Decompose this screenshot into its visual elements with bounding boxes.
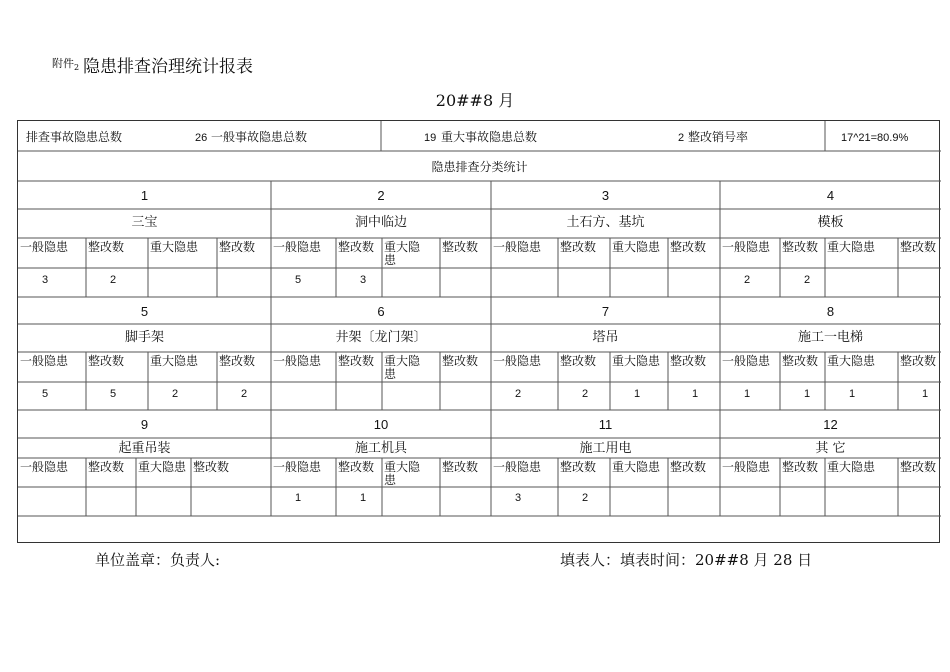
major-hazard-header: 重大隐患 bbox=[827, 460, 876, 474]
rectified-header: 整改数 bbox=[338, 354, 375, 368]
major-rectified-count: 1 bbox=[922, 388, 929, 400]
major-rectified-header: 整改数 bbox=[442, 354, 479, 368]
major-hazard-header: 重大隐患 bbox=[150, 240, 199, 254]
rectified-header: 整改数 bbox=[782, 354, 819, 368]
rectified-header: 整改数 bbox=[782, 240, 819, 254]
rectified-header: 整改数 bbox=[338, 460, 375, 474]
rectified-count: 1 bbox=[804, 388, 811, 400]
category-name: 井架〔龙门架〕 bbox=[335, 330, 427, 345]
section-title: 隐患排查分类统计 bbox=[431, 160, 528, 174]
major-hazard-header: 重大隐患 bbox=[384, 240, 421, 267]
general-hazard-header: 一般隐患 bbox=[20, 354, 69, 368]
document-title: 隐患排查治理统计报表 bbox=[83, 57, 253, 77]
general-hazards-label: 一般事故隐患总数 bbox=[211, 130, 308, 144]
general-hazard-count: 3 bbox=[515, 492, 522, 504]
major-rectified-count: 1 bbox=[692, 388, 699, 400]
rectified-header: 整改数 bbox=[88, 354, 125, 368]
category-number: 10 bbox=[373, 417, 389, 432]
category-name: 施工机具 bbox=[354, 441, 407, 456]
general-hazard-header: 一般隐患 bbox=[722, 354, 771, 368]
major-rectified-count: 2 bbox=[241, 388, 248, 400]
attachment-label: 附件$_2$ bbox=[52, 57, 80, 73]
general-hazard-header: 一般隐患 bbox=[493, 460, 542, 474]
rectified-header: 整改数 bbox=[338, 240, 375, 254]
category-number: 11 bbox=[598, 417, 613, 432]
general-hazard-header: 一般隐患 bbox=[722, 460, 771, 474]
category-number: 5 bbox=[140, 304, 149, 319]
general-hazard-count: 3 bbox=[42, 274, 49, 286]
total-hazards-value: 26 bbox=[195, 132, 208, 144]
rectified-header: 整改数 bbox=[782, 460, 819, 474]
general-hazard-count: 5 bbox=[42, 388, 49, 400]
general-hazard-header: 一般隐患 bbox=[273, 240, 322, 254]
category-number: 6 bbox=[377, 304, 385, 319]
category-name: 其 它 bbox=[815, 441, 846, 456]
general-hazard-count: 2 bbox=[515, 388, 522, 400]
major-hazard-header: 重大隐患 bbox=[384, 354, 421, 381]
rectified-header: 整改数 bbox=[88, 460, 125, 474]
total-hazards-label: 排查事故隐患总数 bbox=[26, 130, 123, 144]
rectified-count: 2 bbox=[110, 274, 117, 286]
rectified-count: 3 bbox=[360, 274, 367, 286]
major-hazards-value: 2 bbox=[678, 132, 685, 144]
major-hazard-count: 1 bbox=[849, 388, 856, 400]
major-rectified-header: 整改数 bbox=[900, 354, 937, 368]
category-number: 1 bbox=[140, 188, 149, 203]
category-name: 模板 bbox=[817, 215, 844, 230]
general-hazard-header: 一般隐患 bbox=[493, 240, 542, 254]
major-rectified-header: 整改数 bbox=[670, 240, 707, 254]
rectification-rate-value: 17^21=80.9% bbox=[841, 132, 909, 144]
major-hazard-header: 重大隐患 bbox=[612, 460, 661, 474]
rectification-rate-label: 整改销号率 bbox=[688, 130, 749, 144]
rectified-header: 整改数 bbox=[560, 354, 597, 368]
major-hazard-header: 重大隐患 bbox=[827, 240, 876, 254]
rectified-header: 整改数 bbox=[560, 460, 597, 474]
major-rectified-header: 整改数 bbox=[900, 460, 937, 474]
major-rectified-header: 整改数 bbox=[442, 460, 479, 474]
major-hazard-header: 重大隐患 bbox=[138, 460, 187, 474]
major-rectified-header: 整改数 bbox=[219, 240, 256, 254]
category-name: 洞中临边 bbox=[354, 215, 407, 230]
category-number: 9 bbox=[140, 417, 149, 432]
general-hazard-header: 一般隐患 bbox=[493, 354, 542, 368]
rectified-header: 整改数 bbox=[560, 240, 597, 254]
category-name: 施工用电 bbox=[579, 441, 632, 456]
major-rectified-header: 整改数 bbox=[670, 354, 707, 368]
general-hazard-count: 2 bbox=[744, 274, 751, 286]
major-hazard-header: 重大隐患 bbox=[827, 354, 876, 368]
rectified-count: 2 bbox=[804, 274, 811, 286]
major-rectified-header: 整改数 bbox=[219, 354, 256, 368]
category-name: 脚手架 bbox=[124, 330, 164, 345]
report-month: 20##8 月 bbox=[435, 91, 515, 110]
rectified-header: 整改数 bbox=[88, 240, 125, 254]
footer-signature: 单位盖章：负责人: bbox=[95, 551, 221, 569]
footer-fill-info: 填表人：填表时间：20##8 月 28 日 bbox=[560, 551, 813, 569]
category-number: 7 bbox=[601, 304, 610, 319]
general-hazard-header: 一般隐患 bbox=[20, 240, 69, 254]
category-name: 塔吊 bbox=[592, 330, 619, 345]
general-hazard-header: 一般隐患 bbox=[273, 460, 322, 474]
major-rectified-header: 整改数 bbox=[193, 460, 230, 474]
general-hazard-count: 5 bbox=[295, 274, 302, 286]
major-hazards-label: 重大事故隐患总数 bbox=[441, 130, 538, 144]
general-hazard-count: 1 bbox=[744, 388, 751, 400]
general-hazard-header: 一般隐患 bbox=[273, 354, 322, 368]
general-hazard-count: 1 bbox=[295, 492, 302, 504]
major-rectified-header: 整改数 bbox=[670, 460, 707, 474]
general-hazard-header: 一般隐患 bbox=[722, 240, 771, 254]
major-hazard-count: 1 bbox=[634, 388, 641, 400]
category-name: 起重吊装 bbox=[118, 441, 171, 456]
category-number: 3 bbox=[601, 188, 610, 203]
statistics-table bbox=[17, 120, 940, 543]
major-hazard-header: 重大隐患 bbox=[612, 240, 661, 254]
rectified-count: 1 bbox=[360, 492, 367, 504]
rectified-count: 2 bbox=[582, 492, 589, 504]
category-name: 三宝 bbox=[131, 215, 158, 230]
category-number: 8 bbox=[826, 304, 835, 319]
major-hazard-header: 重大隐患 bbox=[384, 460, 421, 487]
rectified-count: 2 bbox=[582, 388, 589, 400]
category-number: 4 bbox=[826, 188, 835, 203]
category-number: 2 bbox=[377, 188, 385, 203]
category-name: 施工一电梯 bbox=[797, 330, 863, 345]
major-hazard-header: 重大隐患 bbox=[150, 354, 199, 368]
rectified-count: 5 bbox=[110, 388, 117, 400]
major-hazard-count: 2 bbox=[172, 388, 179, 400]
attachment-number: 2 bbox=[74, 63, 80, 73]
major-rectified-header: 整改数 bbox=[442, 240, 479, 254]
category-number: 12 bbox=[823, 417, 838, 432]
major-rectified-header: 整改数 bbox=[900, 240, 937, 254]
category-name: 土石方、基坑 bbox=[566, 215, 645, 230]
general-hazard-header: 一般隐患 bbox=[20, 460, 69, 474]
major-hazard-header: 重大隐患 bbox=[612, 354, 661, 368]
general-hazards-value: 19 bbox=[424, 132, 437, 144]
